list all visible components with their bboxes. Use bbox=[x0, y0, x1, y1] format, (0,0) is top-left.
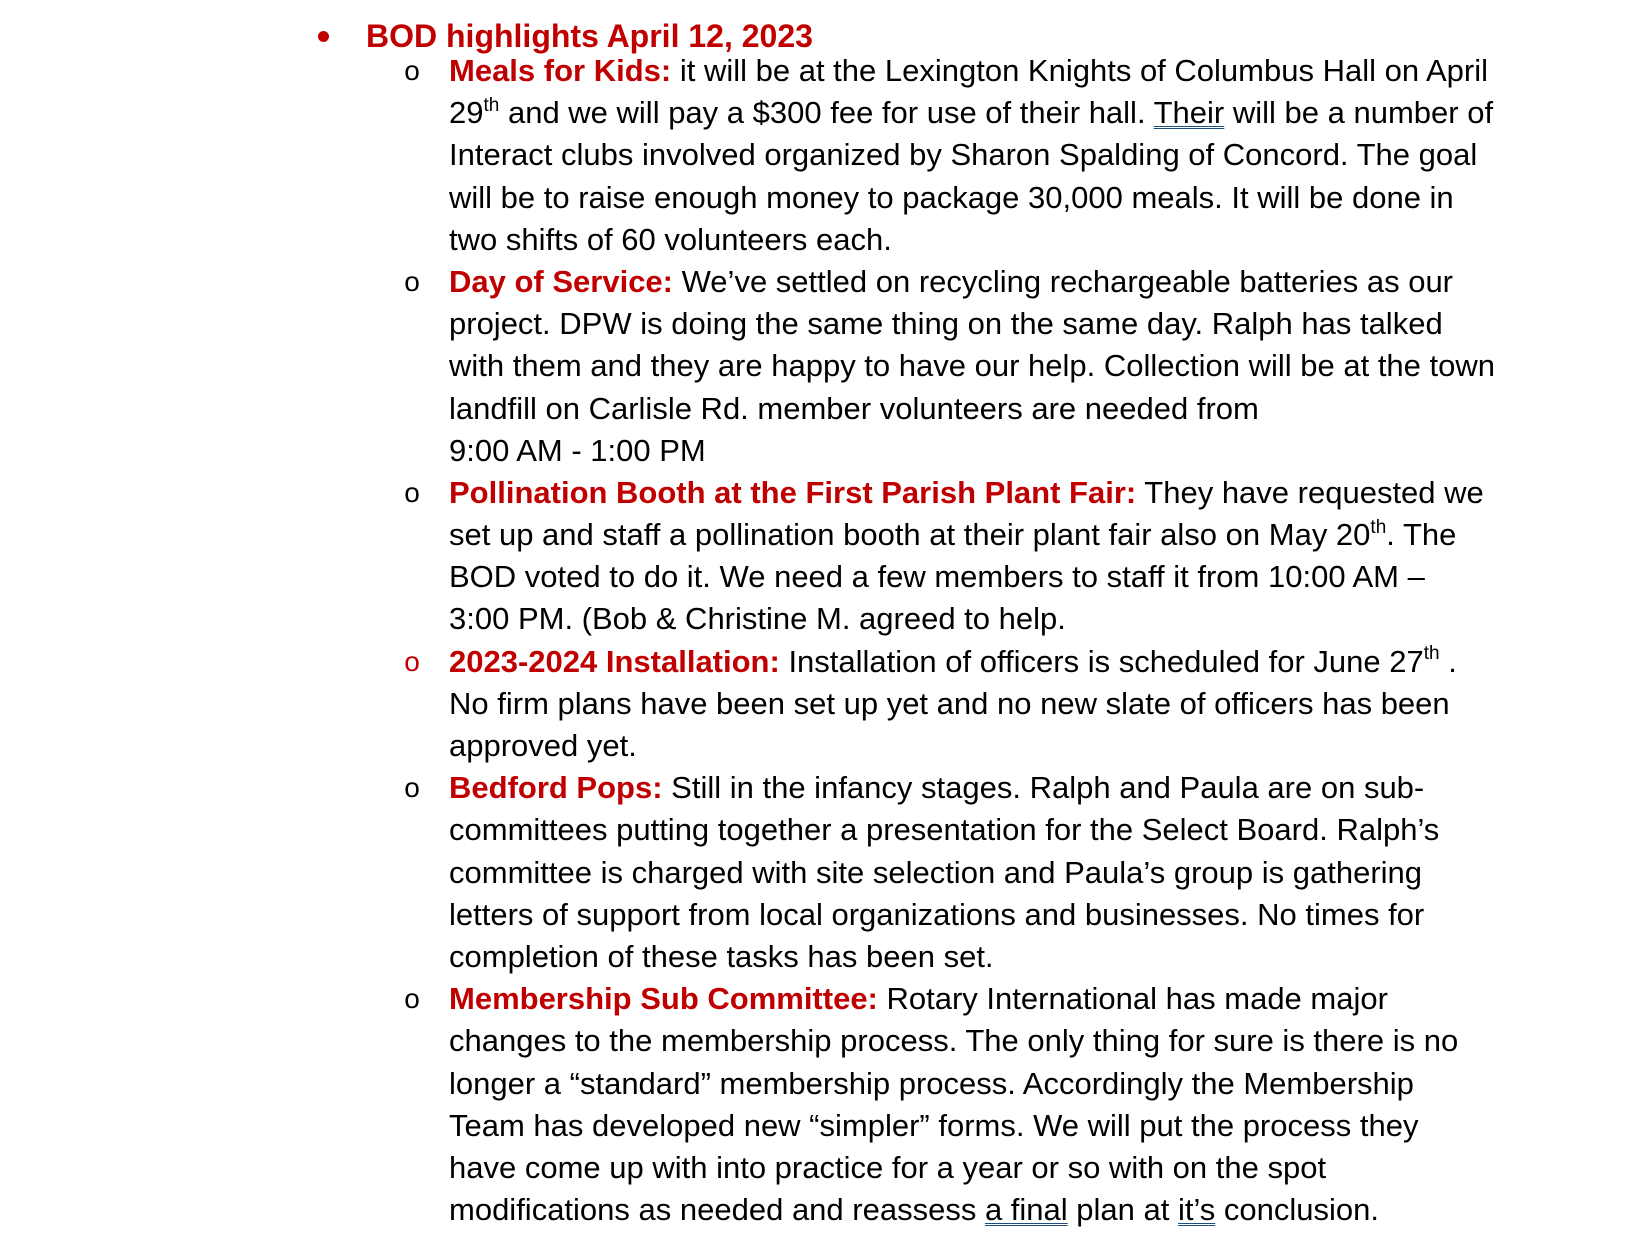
item-text: Still in the infancy stages. Ralph and Paula are on sub- bbox=[662, 770, 1425, 806]
text-line bbox=[0, 894, 1628, 936]
superscript: th bbox=[1370, 516, 1387, 538]
superscript: th bbox=[483, 94, 500, 116]
item-text: . bbox=[1439, 643, 1457, 679]
item-text: plan at bbox=[1067, 1192, 1178, 1228]
text-line bbox=[0, 725, 1628, 767]
text-line bbox=[0, 598, 1628, 640]
text-line bbox=[0, 556, 1628, 598]
item-text: changes to the membership process. The only thing for sure is there is no bbox=[449, 1023, 1459, 1059]
item-text: landfill on Carlisle Rd. member volunteers are needed from bbox=[449, 390, 1259, 426]
item-text: longer a “standard” membership process. Accordingly the Membership bbox=[449, 1065, 1414, 1101]
list-item-installation bbox=[0, 641, 1628, 768]
item-text: and we will pay a $300 fee for use of their hall. bbox=[499, 95, 1154, 131]
sub-bullet-list bbox=[0, 50, 1628, 1231]
item-text: will be a number of bbox=[1224, 95, 1494, 131]
item-label: 2023-2024 Installation: bbox=[449, 643, 780, 679]
text-line bbox=[0, 177, 1628, 219]
item-text: approved yet. bbox=[449, 728, 637, 763]
item-text: 9:00 AM - 1:00 PM bbox=[449, 432, 706, 468]
text-line bbox=[0, 92, 1628, 134]
item-text: Installation of officers is scheduled for June 27 bbox=[779, 643, 1424, 679]
text-line bbox=[0, 345, 1628, 387]
item-text: conclusion. bbox=[1215, 1192, 1380, 1228]
text-line bbox=[0, 978, 1628, 1020]
item-text: completion of these tasks has been set. bbox=[449, 938, 994, 974]
text-line bbox=[0, 219, 1628, 261]
text-line bbox=[0, 936, 1628, 978]
item-label: Bedford Pops: bbox=[449, 770, 663, 806]
item-label: Meals for Kids: bbox=[449, 53, 672, 88]
text-line bbox=[0, 852, 1628, 894]
text-line bbox=[0, 430, 1628, 472]
text-line bbox=[0, 809, 1628, 851]
text-line bbox=[0, 261, 1628, 303]
item-text: it will be at the Lexington Knights of Columbus Hall on April bbox=[671, 53, 1488, 88]
list-item-membership bbox=[0, 978, 1628, 1231]
item-text: modifications as needed and reassess bbox=[449, 1192, 985, 1228]
text-line bbox=[0, 767, 1628, 809]
item-label: Membership Sub Committee: bbox=[449, 981, 878, 1017]
item-text: No firm plans have been set up yet and no new slate of officers has been bbox=[449, 685, 1450, 721]
circle-bullet-icon: o bbox=[404, 265, 420, 297]
text-line bbox=[0, 1020, 1628, 1062]
grammar-flag-text: it’s bbox=[1177, 1192, 1216, 1228]
list-item-meals-for-kids bbox=[0, 50, 1628, 261]
item-text: They have requested we bbox=[1136, 474, 1484, 510]
item-text: committees putting together a presentation for the Select Board. Ralph’s bbox=[449, 812, 1440, 848]
item-text: set up and staff a pollination booth at their plant fair also on May 20 bbox=[449, 517, 1371, 553]
text-line bbox=[0, 472, 1628, 514]
text-line bbox=[0, 1147, 1628, 1189]
item-text: project. DPW is doing the same thing on the same day. Ralph has talked bbox=[449, 306, 1443, 342]
heading-text: BOD highlights April 12, 2023 bbox=[366, 18, 813, 54]
text-line bbox=[0, 1105, 1628, 1147]
item-text: 29 bbox=[449, 95, 484, 131]
text-line bbox=[0, 641, 1628, 683]
bullet-dot-icon bbox=[318, 31, 329, 42]
circle-bullet-icon: o bbox=[404, 645, 420, 677]
item-label: Pollination Booth at the First Parish Plant Fair: bbox=[449, 474, 1137, 510]
item-label: Day of Service: bbox=[449, 263, 673, 299]
item-text: Team has developed new “simpler” forms. We will put the process they bbox=[449, 1107, 1419, 1143]
item-text: committee is charged with site selection and Paula’s group is gathering bbox=[449, 854, 1423, 890]
item-text: two shifts of 60 volunteers each. bbox=[449, 221, 892, 257]
list-item-day-of-service bbox=[0, 261, 1628, 472]
grammar-flag-text: Their bbox=[1153, 95, 1225, 131]
circle-bullet-icon: o bbox=[404, 476, 420, 508]
text-line bbox=[0, 1063, 1628, 1105]
item-text: with them and they are happy to have our help. Collection will be at the town bbox=[449, 348, 1496, 384]
text-line bbox=[0, 134, 1628, 176]
grammar-flag-text: a final bbox=[984, 1192, 1068, 1228]
item-text: BOD voted to do it. We need a few members to staff it from 10:00 AM – bbox=[449, 559, 1425, 595]
item-text: Rotary International has made major bbox=[877, 981, 1388, 1017]
text-line bbox=[0, 388, 1628, 430]
item-text: have come up with into practice for a year or so with on the spot bbox=[449, 1149, 1327, 1185]
text-line bbox=[0, 1189, 1628, 1231]
text-line bbox=[0, 303, 1628, 345]
list-item-bedford-pops bbox=[0, 767, 1628, 978]
item-text: will be to raise enough money to package 30,000 meals. It will be done in bbox=[449, 179, 1454, 215]
text-line bbox=[0, 683, 1628, 725]
text-line bbox=[0, 514, 1628, 556]
item-text: Interact clubs involved organized by Sharon Spalding of Concord. The goal bbox=[449, 137, 1478, 173]
item-text: 3:00 PM. (Bob & Christine M. agreed to help. bbox=[449, 601, 1066, 637]
item-text: We’ve settled on recycling rechargeable batteries as our bbox=[673, 263, 1454, 299]
list-item-pollination-booth bbox=[0, 472, 1628, 641]
text-line bbox=[0, 50, 1628, 92]
superscript: th bbox=[1423, 643, 1440, 665]
heading-item bbox=[0, 8, 1628, 54]
item-text: letters of support from local organizations and businesses. No times for bbox=[449, 896, 1425, 932]
circle-bullet-icon: o bbox=[404, 772, 420, 804]
circle-bullet-icon: o bbox=[404, 983, 420, 1015]
circle-bullet-icon: o bbox=[404, 55, 420, 86]
item-text: . The bbox=[1386, 517, 1457, 553]
